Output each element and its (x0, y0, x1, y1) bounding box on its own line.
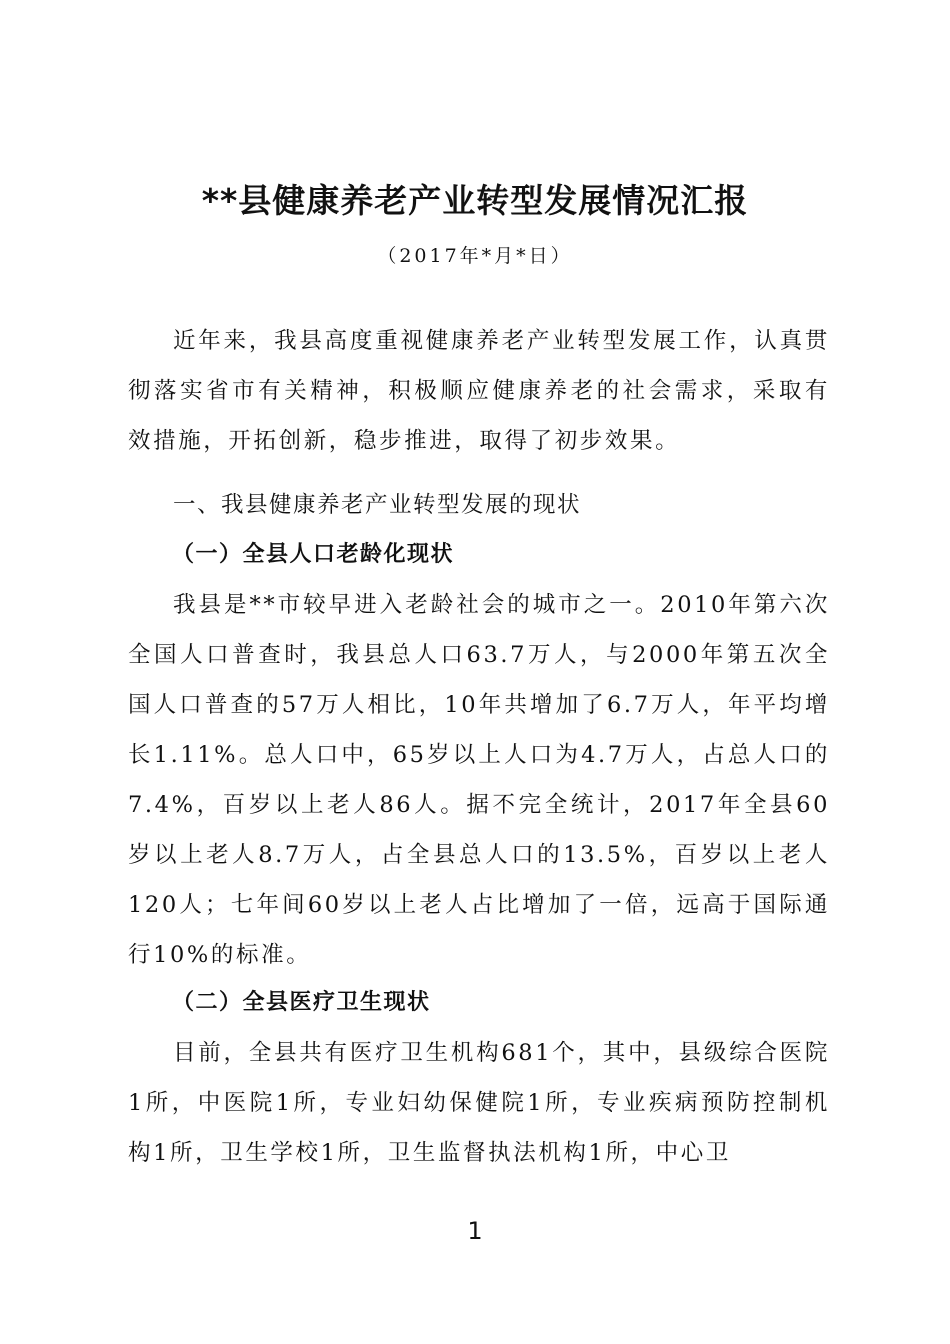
subsection-heading-medical-health: （二）全县医疗卫生现状 (172, 990, 431, 1015)
subsection-heading-aging-population: （一）全县人口老龄化现状 (172, 542, 455, 567)
medical-health-paragraph: 目前，全县共有医疗卫生机构681个，其中，县级综合医院1所，中医院1所，专业妇幼保健院1所，专业疾病预防控制机构1所，卫生学校1所，卫生监督执法机构1所，中心卫 (128, 1040, 830, 1166)
document-title: **县健康养老产业转型发展情况汇报 (201, 181, 749, 220)
page-number: 1 (467, 1217, 483, 1245)
section-heading-current-status: 一、我县健康养老产业转型发展的现状 (173, 492, 582, 518)
document-date: （2017年*月*日） (377, 245, 573, 267)
intro-paragraph: 近年来，我县高度重视健康养老产业转型发展工作，认真贯彻落实省市有关精神，积极顺应健康养老的社会需求，采取有效措施，开拓创新，稳步推进，取得了初步效果。 (128, 328, 830, 454)
aging-population-paragraph: 我县是**市较早进入老龄社会的城市之一。2010年第六次全国人口普查时，我县总人口63.7万人，与2000年第五次全国人口普查的57万人相比，10年共增加了6.7万人，年平均增长1.11%。总人口中，65岁以上人口为4.7万人，占总人口的7.4%，百岁以上老人86人。据不完全统计，2017年全县60岁以上老人8.7万人，占全县总人口的13.5%，百岁以上老人120人；七年间60岁以上老人占比增加了一倍，远高于国际通行10%的标准。 (128, 592, 830, 968)
